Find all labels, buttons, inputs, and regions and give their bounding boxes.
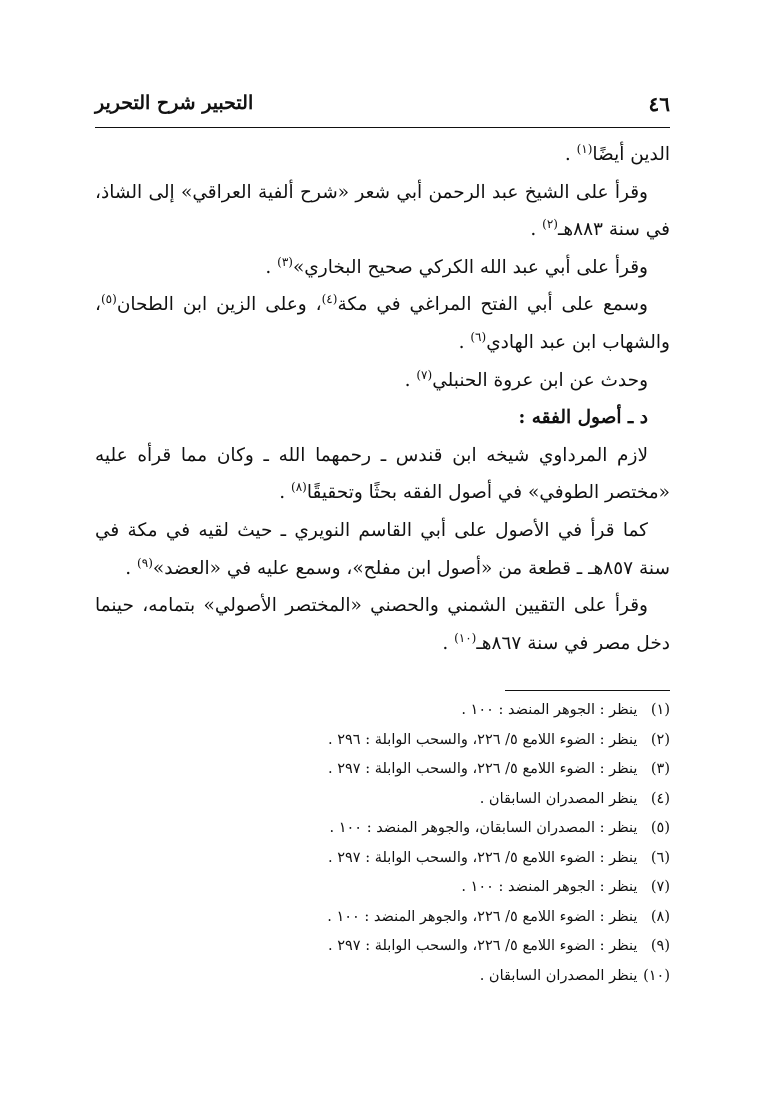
- paragraph-8-end: .: [442, 632, 455, 654]
- footnote-text: ينظر : الجوهر المنضد : ١٠٠ .: [461, 879, 638, 895]
- footnote-text: ينظر : الضوء اللامع ٥/ ٢٢٦، والجوهر المنضد : ١٠٠ .: [327, 908, 638, 925]
- paragraph-5: [95, 362, 670, 400]
- footnote: [95, 873, 670, 903]
- running-header: [95, 86, 670, 126]
- footnote-text: ينظر المصدران السابقان .: [479, 967, 638, 984]
- running-title: التحبير شرح التحرير: [95, 92, 254, 114]
- footnote-number: (٣): [650, 761, 670, 777]
- note-ref-1: (١): [576, 141, 593, 156]
- footnote-number: (٧): [650, 879, 670, 895]
- footnote-number: (٩): [650, 938, 670, 954]
- footnote-number: (٢): [650, 731, 670, 748]
- note-ref-6: (٦): [470, 329, 487, 344]
- footnote-text: ينظر المصدران السابقان .: [479, 790, 638, 807]
- paragraph-3-text: وقرأ على أبي عبد الله الكركي صحيح البخاري»: [292, 256, 648, 278]
- footnotes-rule: [505, 690, 670, 691]
- footnote: [95, 755, 670, 785]
- footnote-number: (٨): [650, 908, 670, 925]
- footnotes: [95, 696, 670, 991]
- footnote-text: ينظر : المصدران السابقان، والجوهر المنضد : ١٠٠ .: [329, 820, 638, 836]
- paragraph-3: [95, 249, 670, 287]
- paragraph-4-text-b: ، وعلى الزين ابن الطحان: [116, 294, 322, 316]
- paragraph-1-end: .: [564, 144, 577, 165]
- paragraph-7-end: .: [125, 557, 138, 579]
- footnote-number: (١٠): [643, 967, 670, 984]
- paragraph-1-text: الدين أيضًا: [592, 144, 670, 165]
- footnote-text: ينظر : الضوء اللامع ٥/ ٢٢٦، والسحب الوابلة : ٢٩٦ .: [328, 731, 638, 748]
- footnote: [95, 932, 670, 962]
- paragraph-4-text-a: وسمع على أبي الفتح المراغي في مكة: [337, 294, 648, 316]
- paragraph-6: [95, 437, 670, 512]
- paragraph-8-text: وقرأ على التقيين الشمني والحصني «المختصر الأصولي» بتمامه، حينما دخل مصر في سنة ٨٦٧هـ: [95, 595, 670, 654]
- header-rule: [95, 127, 670, 128]
- page-number: ٤٦: [648, 92, 670, 116]
- footnote-number: (١): [650, 702, 670, 718]
- paragraph-2-text: وقرأ على الشيخ عبد الرحمن أبي شعر «شرح ألفية العراقي» إلى الشاذ، في سنة ٨٨٣هـ: [95, 181, 670, 241]
- footnote-text: ينظر : الضوء اللامع ٥/ ٢٢٦، والسحب الوابلة : ٢٩٧ .: [328, 849, 638, 866]
- note-ref-2: (٢): [542, 217, 558, 232]
- paragraph-4-text-c: ، والشهاب ابن عبد الهادي: [95, 294, 670, 353]
- footnote-text: ينظر : الجوهر المنضد : ١٠٠ .: [461, 702, 638, 718]
- paragraph-7-text: كما قرأ في الأصول على أبي القاسم النويري ـ حيث لقيه في مكة في سنة ٨٥٧هـ ـ قطعة من «أصول ابن مفلح»، وسمع عليه في «العضد»: [95, 519, 670, 579]
- note-ref-3: (٣): [277, 254, 293, 269]
- paragraph-8: [95, 587, 670, 662]
- footnote: [95, 962, 670, 992]
- footnote-text: ينظر : الضوء اللامع ٥/ ٢٢٦، والسحب الوابلة : ٢٩٧ .: [328, 938, 638, 954]
- footnote-number: (٦): [650, 849, 670, 866]
- main-text: [95, 136, 670, 662]
- paragraph-2-end: .: [530, 219, 543, 241]
- footnote-number: (٤): [650, 790, 670, 807]
- paragraph-2: [95, 174, 670, 249]
- note-ref-10: (١٠): [454, 630, 477, 645]
- note-ref-5: (٥): [100, 292, 117, 307]
- note-ref-8: (٨): [291, 480, 307, 495]
- footnote: [95, 814, 670, 844]
- paragraph-5-text: وحدث عن ابن عروة الحنبلي: [432, 369, 648, 391]
- footnote: [95, 903, 670, 933]
- footnote: [95, 726, 670, 756]
- footnote-text: ينظر : الضوء اللامع ٥/ ٢٢٦، والسحب الوابلة : ٢٩٧ .: [328, 761, 638, 777]
- paragraph-3-end: .: [265, 256, 278, 278]
- footnote-number: (٥): [650, 820, 670, 836]
- paragraph-7: [95, 512, 670, 587]
- paragraph-6-text: لازم المرداوي شيخه ابن قندس ـ رحمهما الله ـ وكان مما قرأه عليه «مختصر الطوفي» في أصول الفقه بحثًا وتحقيقًا: [95, 444, 670, 504]
- note-ref-7: (٧): [416, 367, 433, 382]
- footnote: [95, 785, 670, 815]
- paragraph-6-end: .: [279, 482, 291, 504]
- note-ref-4: (٤): [321, 292, 338, 307]
- note-ref-9: (٩): [137, 555, 153, 570]
- paragraph-5-end: .: [404, 369, 417, 391]
- footnote: [95, 696, 670, 726]
- footnote: [95, 844, 670, 874]
- paragraph-4-end: .: [458, 331, 471, 353]
- paragraph-4: [95, 286, 670, 361]
- paragraph-1: [95, 136, 670, 174]
- section-heading: د ـ أصول الفقه :: [518, 407, 648, 429]
